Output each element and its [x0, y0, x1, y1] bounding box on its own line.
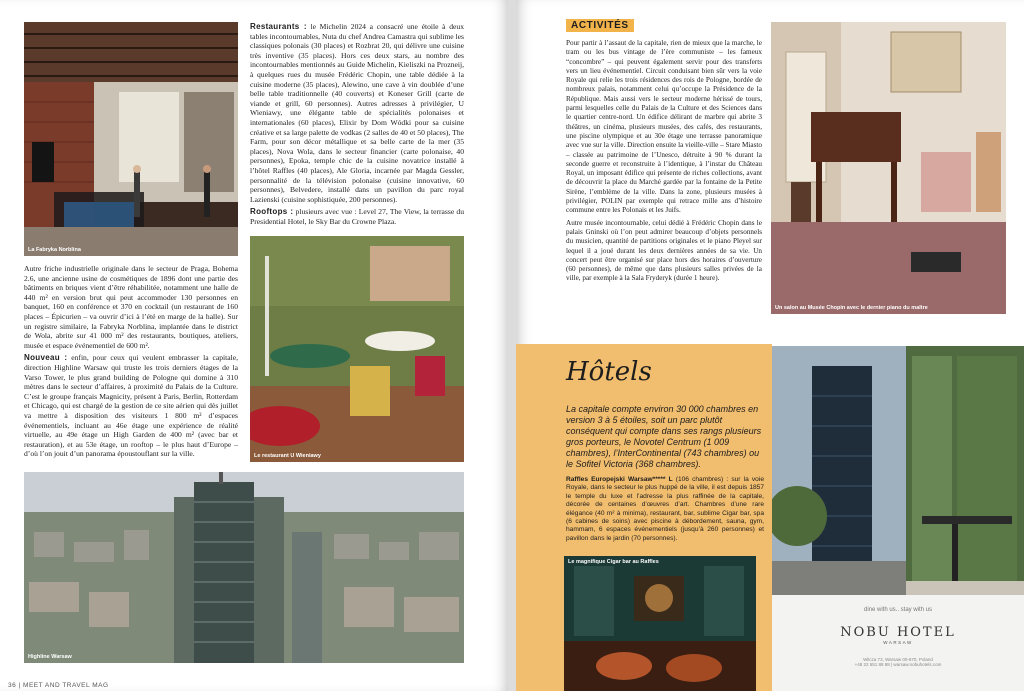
- nouveau-body: enfin, pour ceux qui veulent embrasser la capitale, direction Highline Warsaw qui truste les trois derniers étages de la Varso Tower, le plus grand building de Pologne qui domine à 310 mètres dans le secteur d’affaires, à proximité du Palais de la Culture. C’est le groupe français Magnicity, présent à Paris, Berlin, Rotterdam et Chicago, qui est chargé de la gestion de ce site aérien qui dès juillet va mettre à disposition des visiteurs 1 800 m² d’espaces événementiels, incluant au 46e étage une expérience de réalité virtuelle, au 49e étage un High Garden de 400 m² (avec bar et restauration), et au 53e étage, un rooftop – le plus haut d’Europe – d’où l’on jouit d’un panorama époustouflant sur la ville.: [24, 353, 238, 459]
- city-skyline-illustration: [24, 472, 464, 663]
- raffles-heading: Raffles Europejski Warsaw***** L: [566, 476, 673, 483]
- restaurants-section: [250, 22, 464, 229]
- rooftops-body: plusieurs avec vue : Level 27, The View, la terrasse du Presidential Hotel, le Sky Bar du Crowne Plaza.: [250, 207, 464, 226]
- nobu-logo: NOBU HOTEL: [840, 625, 956, 640]
- page-folio: 36 | MEET AND TRAVEL MAG: [8, 682, 109, 689]
- raffles-body: (106 chambres) : sur la voie Royale, dans le secteur le plus huppé de la ville, il est depuis 1857 le temple du luxe et l’adresse la plus raffinée de la capitale, décorée de centaines d’œuvres d’art. Chambres d’une rare élégance (40 m² à minima), restaurant, bar, sublime Cigar bar, spa (6 cabines de soins) avec piscine à débordement, sauna, gym, hammam, 6 espaces événementiels (jusqu’à 260 personnes) et pavillon dans le jardin (70 personnes).: [566, 476, 764, 542]
- highline-warsaw-photo: [24, 472, 464, 663]
- restaurants-heading: Restaurants :: [250, 22, 307, 31]
- nobu-hotel-ad: [772, 595, 1024, 691]
- nobu-address: Wilcza 73, Warsaw 00-670, Poland: [863, 657, 933, 662]
- nobu-contact: +48 22 551 88 88 | warsaw.nobuhotels.com: [854, 662, 942, 667]
- nobu-building-photo: [772, 346, 1024, 595]
- cigar-bar-photo: [564, 556, 756, 691]
- u-wieniawy-caption: Le restaurant U Wieniawy: [254, 453, 321, 459]
- u-wieniawy-photo: [250, 236, 464, 462]
- praga-nouveau-section: [24, 264, 238, 462]
- activites-paragraph-1: Pour partir à l’assaut de la capitale, rien de mieux que la marche, le tram ou les bus vintage de l’ère communiste – les fameux “concombre” – qui peuvent également servir pour des transferts vers un lieu événementiel. Circuit conduisant bien sûr vers la voie Royale qui relie les trois résidences des rois de Pologne, bordée de nombreux palais, notamment celui qu’occupe la Présidence de la République. Mais aussi vers le secteur moderne hérissé de tours, parmi lesquelles celle du Palais de la Culture et des Sciences dans le quartier centre-nord. Un édifice délirant de marbre qui abrite 3 théâtres, un cinéma, plusieurs musées, des cafés, des restaurants, une piscine olympique et au 30e étage une terrasse panoramique avec vue sur la ville. Direction ensuite la vieille-ville – Stare Miasto – classée au patrimoine de l’Unesco, détruite à 90 % durant la seconde guerre et reconstruite à l’identique, à l’instar du Château Royal, un imposant édifice qui présente de riches collections, avant de découvrir la place du Marché gardée par la fontaine de la Petite Sirène, l’emblème de la ville. Dans la zone, plusieurs musées à privilégier, POLIN par exemple qui retrace mille ans d’histoire commune entre les Polonais et les Juifs.: [566, 39, 762, 215]
- activites-section: [566, 39, 762, 287]
- restaurant-interior-illustration: [250, 236, 464, 462]
- nouveau-heading: Nouveau :: [24, 353, 68, 363]
- nobu-tagline: dine with us.. stay with us: [863, 607, 933, 613]
- nobu-building-illustration: [772, 346, 1024, 595]
- chopin-salon-photo: [771, 22, 1006, 314]
- praga-paragraph: Autre friche industrielle originale dans le secteur de Praga, Bohema 2.6, une ancienne usine de cosmétiques de 1896 dont une partie des bâtiments en briques vient d’être réhabilitée, notamment une halle de 440 m² en version brut qui peut accommoder 130 personnes en banquet, 160 en conférence et 370 en cocktail (un restaurant de 160 places – Épicurien – va ouvrir d’ici à l’été en marge de la halle). Sur un registre similaire, la Fabryka Norblina, implantée dans le district de Wola, abrite sur 41 000 m² des restaurants, boutiques, ateliers, musée et espace événementiel de 600 m².: [24, 264, 238, 350]
- cigar-bar-caption: Le magnifique Cigar bar au Raffles: [568, 559, 659, 565]
- cigar-bar-illustration: [564, 556, 756, 691]
- hotels-intro: La capitale compte environ 30 000 chambres en version 3 à 5 étoiles, soit un parc plutôt conséquent qui compte dans ses rangs plusieurs gros porteurs, le Novotel Centrum (1 009 chambres), l’InterContinental (743 chambres) ou le Sofitel Victoria (368 chambres).: [566, 404, 762, 469]
- activites-paragraph-2: Autre musée incontournable, celui dédié à Frédéric Chopin dans le palais Gninski où l’on peut admirer beaucoup d’objets personnels du musicien, quantité de partitions originales et le piano Pleyel sur lequel il a joué durant les deux dernières années de sa vie. Un concert peut être organisé sur place hors des horaires d’ouverture (60 personnes), de même que dans plusieurs salles privées de la ville, par exemple à la Sala Fryderyk (durée 1 heure).: [566, 218, 762, 283]
- fabryka-caption: La Fabryka Norblina: [28, 247, 81, 253]
- left-page: [0, 0, 508, 691]
- highline-caption: Highline Warsaw: [28, 654, 72, 660]
- restaurants-body: le Michelin 2024 a consacré une étoile à deux tables incontournables, Nuta du chef Andrea Camastra qui sublime les classiques polonais (30 places) et Rozbrat 20, qui délivre une cuisine très inventive (35 places). Hors ces deux stars, au nombre des incontournables mentionnés au Guide Michelin, Kieliszki na Prozneij, à quelques rues du musée Frédéric Chopin, une table dédiée à la cuisine moderne (35 places), Alewino, une cave à vin doublée d’une belle table traditionnelle (40 couverts) et Koneser Grill (carte de viande et grill, 60 personnes). Autres adresses à privilégier, U Wieniawy, une élégante table de spécialités polonaises et internationales (60 places), Elixir by Dom Wódki pour sa cuisine créative et sa large palette de vodkas (2 salles de 40 et 50 places), The Farm, pour son décor métallique et sa belle carte de la mer (35 places), Nova Wola, dans le secteur financier (carte polonaise, 40 personnes), Epoka, temple chic de la cuisine novatrice installé à l’hôtel Raffles (40 places), Ale Gloria, incarnée par Magda Gessler, personnalité de la télévision polonaise (cuisine innovative, 60 personnes), Belvedere, installé dans un pavillon du parc royal Lazienski (cuisine sophistiquée, 200 personnes).: [250, 22, 464, 204]
- activites-tag: ACTIVITÉS: [566, 19, 634, 32]
- fabryka-interior-illustration: [24, 22, 238, 256]
- fabryka-norblina-photo: [24, 22, 238, 256]
- rooftops-heading: Rooftops :: [250, 207, 294, 217]
- hotels-heading: Hôtels: [566, 357, 652, 387]
- nobu-sub: WARSAW: [883, 640, 913, 645]
- chopin-caption: Un salon au Musée Chopin avec le dernier piano du maître: [775, 305, 928, 311]
- salon-illustration: [771, 22, 1006, 314]
- right-page: [516, 0, 1024, 691]
- raffles-section: [566, 476, 764, 546]
